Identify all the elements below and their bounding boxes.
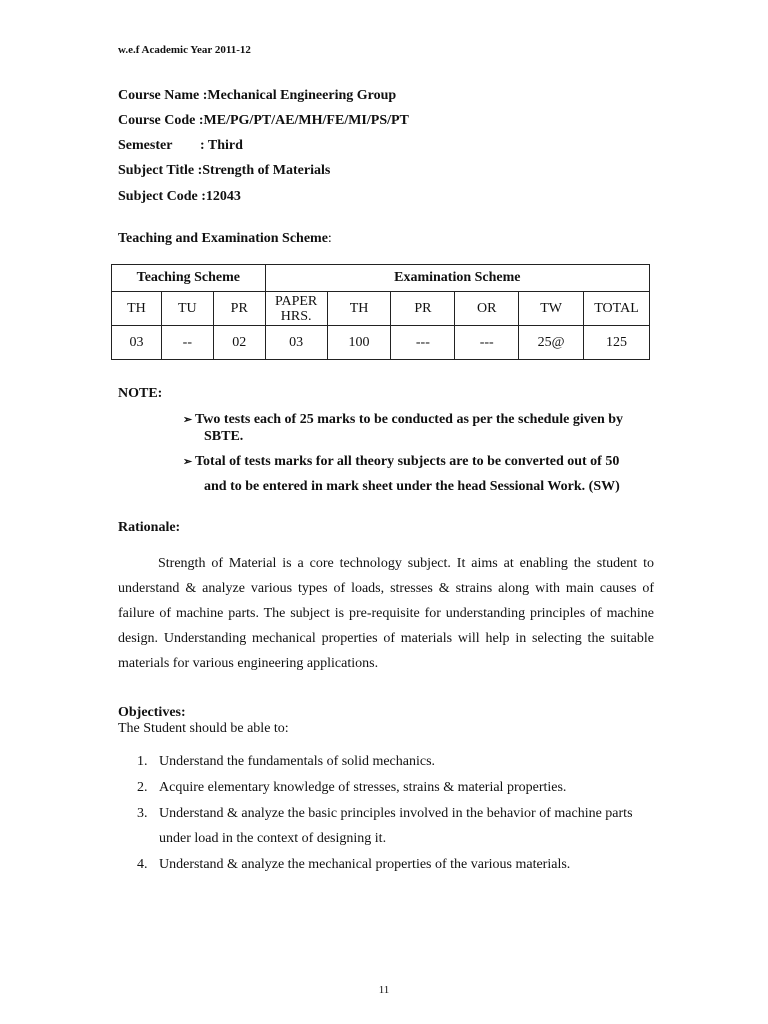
arrow-bullet-icon: ➢ (183, 414, 193, 426)
rationale-line: understand & analyze various types of loads, stresses & strains along with main causes of (118, 581, 654, 596)
cell-th-exam: 100 (327, 326, 391, 360)
arrow-bullet-icon: ➢ (183, 456, 193, 468)
col-pr-teaching: PR (213, 292, 265, 326)
col-pr-exam: PR (391, 292, 455, 326)
cell-pr-exam: --- (391, 326, 455, 360)
course-name-row (118, 88, 396, 104)
academic-year-header: w.e.f Academic Year 2011-12 (118, 44, 251, 56)
semester-row (118, 138, 243, 154)
note-item-1 (183, 412, 623, 428)
course-name-value: Mechanical Engineering Group (207, 88, 397, 103)
list-item-text: Understand the fundamentals of solid mechanics. (159, 754, 436, 769)
list-item-number: 4. (137, 857, 148, 872)
list-item-text: Understand & analyze the mechanical properties of the various materials. (159, 857, 571, 872)
scheme-title (118, 231, 332, 247)
subject-code-value: 12043 (205, 189, 241, 204)
rationale-line: design. Understanding mechanical properties of materials will help in selecting the suitable (118, 631, 654, 646)
col-tw: TW (519, 292, 584, 326)
subject-title-label: Subject Title : (118, 163, 203, 178)
note-item-2-cont: and to be entered in mark sheet under the head Sessional Work. (SW) (204, 479, 620, 494)
objectives-intro: The Student should be able to: (118, 721, 289, 736)
cell-pr-teaching: 02 (213, 326, 265, 360)
subject-title-value: Strength of Materials (202, 163, 331, 178)
col-paper-label: PAPER (274, 293, 318, 309)
cell-paper-hrs: 03 (265, 326, 327, 360)
objectives-heading: Objectives: (118, 705, 186, 720)
course-code-label: Course Code : (118, 113, 204, 128)
semester-label: Semester (118, 138, 173, 153)
note-item-2-text: Total of tests marks for all theory subjects are to be converted out of 50 (195, 454, 620, 469)
subject-code-label: Subject Code : (118, 189, 206, 204)
col-total: TOTAL (584, 292, 650, 326)
rationale-heading: Rationale: (118, 520, 181, 535)
table-header-row (112, 265, 650, 292)
col-hrs-label: HRS. (280, 308, 312, 324)
course-code-value: ME/PG/PT/AE/MH/FE/MI/PS/PT (203, 113, 409, 128)
semester-value: : Third (200, 138, 243, 153)
col-paper-hrs (265, 292, 327, 326)
page-number: 11 (378, 984, 390, 996)
cell-th-teaching: 03 (112, 326, 162, 360)
rationale-paragraph (118, 551, 654, 676)
table-subheader-row (112, 292, 650, 326)
rationale-line: failure of machine parts. The subject is pre-requisite for understanding principles of machine (118, 606, 654, 621)
cell-total: 125 (584, 326, 650, 360)
rationale-line: materials for various engineering applications. (118, 656, 379, 671)
col-th-exam: TH (327, 292, 391, 326)
col-or: OR (455, 292, 519, 326)
course-code-row (118, 113, 409, 129)
col-th-teaching: TH (112, 292, 162, 326)
list-item-number: 3. (137, 806, 148, 821)
note-item-2 (183, 454, 619, 470)
scheme-table (111, 264, 650, 360)
list-item-text: Understand & analyze the basic principles involved in the behavior of machine parts (159, 806, 633, 821)
scheme-title-text: Teaching and Examination Scheme (118, 231, 328, 246)
table-row (112, 326, 650, 360)
list-item (137, 857, 570, 873)
subject-code-row (118, 189, 241, 205)
col-tu: TU (161, 292, 213, 326)
list-item-text: Acquire elementary knowledge of stresses, strains & material properties. (159, 780, 567, 795)
list-item (137, 780, 566, 796)
list-item (137, 806, 633, 822)
cell-tw: 25@ (519, 326, 584, 360)
list-item-cont: under load in the context of designing it. (159, 831, 387, 846)
examination-scheme-header: Examination Scheme (265, 265, 649, 292)
subject-title-row (118, 163, 330, 179)
note-item-1-cont: SBTE. (204, 429, 244, 444)
cell-tu: -- (161, 326, 213, 360)
teaching-scheme-header: Teaching Scheme (112, 265, 266, 292)
list-item-number: 2. (137, 780, 148, 795)
cell-or: --- (455, 326, 519, 360)
list-item-number: 1. (137, 754, 148, 769)
note-heading: NOTE: (118, 386, 163, 401)
list-item (137, 754, 435, 770)
note-item-1-text: Two tests each of 25 marks to be conducted as per the schedule given by (195, 412, 624, 427)
scheme-title-colon: : (327, 231, 332, 246)
course-name-label: Course Name : (118, 88, 208, 103)
rationale-line: Strength of Material is a core technology subject. It aims at enabling the student to (158, 556, 654, 571)
